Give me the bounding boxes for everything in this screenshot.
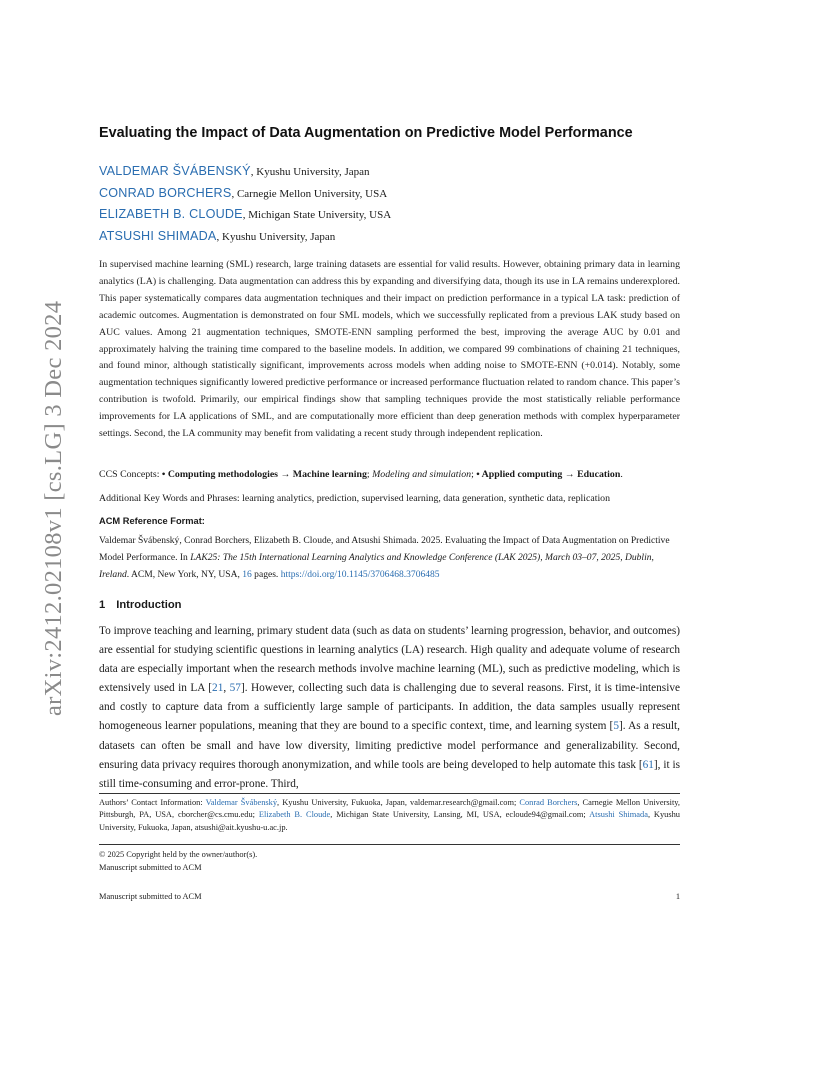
author-affiliation: , Michigan State University, USA (242, 209, 392, 222)
page-number: 1 (675, 892, 680, 901)
ccs-concept-modeling: Modeling and simulation (372, 469, 472, 480)
citation-link[interactable]: 61 (642, 758, 654, 771)
footnote-text: , Kyushu University, Fukuoka, Japan, atsushi@ait.kyushu-u.ac.jp. (99, 810, 680, 832)
footer-text: Manuscript submitted to ACM (99, 892, 202, 901)
body-text: ]. As a result, datasets can often be small and have low diversity, limiting predictive model performance and generalizability. Second, ensuring data privacy requires thorough anonymization, and while tools are being developed to help automate this task [ (99, 720, 680, 771)
ccs-concepts (99, 467, 699, 483)
manuscript-note: Manuscript submitted to ACM (99, 863, 202, 872)
section-heading (99, 599, 181, 611)
keywords: Additional Key Words and Phrases: learning analytics, prediction, supervised learning, data generation, synthetic data, replication (99, 493, 611, 504)
author-entry (99, 226, 699, 248)
author-name[interactable]: ELIZABETH B. CLOUDE (99, 207, 243, 222)
citation-link[interactable]: 21 (212, 682, 224, 695)
ccs-separator: ; (471, 469, 477, 480)
author-name[interactable]: ATSUSHI SHIMADA (99, 229, 217, 244)
author-entry (99, 161, 699, 183)
body-text: ], it is still time-consuming and error-prone. Third, (99, 758, 680, 790)
ccs-concept-education: • Applied computing → Education (476, 469, 621, 480)
author-contact-footnote (99, 797, 680, 834)
abstract: In supervised machine learning (SML) research, large training datasets are essential for valid results. However, obtaining primary data in learning analytics (LA) is challenging. Data augmentation can address this by expanding and diversifying data, though its use in LA remains underexplored. This paper systematically compares data augmentation techniques and their impact on prediction performance in a typical LA task: prediction of academic outcomes. Augmentation is demonstrated on four SML models, which we successfully replicated from a previous LAK study based on AUC values. Among 21 augmentation techniques, SMOTE-ENN sampling performed the best, improving the average AUC by 0.01 and approximately halving the training time compared to the baseline models. In addition, we compared 99 combinations of chaining 21 techniques, and found minor, although statistically significant, improvements across models when adding noise to SMOTE-ENN (+0.014). Notably, some augmentation techniques significantly lowered predictive performance or increased performance fluctuation related to random chance. This paper’s contribution is twofold. Primarily, our empirical findings show that sampling techniques provide the most statistically reliable performance improvements for LA applications of SML, and are computationally more efficient than deep generation methods with complex hyperparameter settings. Second, the LA community may benefit from validating a recent study through independent replication. (99, 259, 680, 440)
author-entry (99, 204, 699, 226)
citation-link[interactable]: 5 (613, 720, 619, 733)
page-count-link[interactable]: 16 (242, 569, 252, 580)
copyright-divider (99, 844, 680, 845)
acm-reference-text: Valdemar Švábenský, Conrad Borchers, Elizabeth B. Cloude, and Atsushi Shimada. 2025. Evaluating the Impact of Data Augmentation on Predictive Model Performance. In (99, 535, 670, 563)
author-list (99, 161, 699, 248)
paper-title: Evaluating the Impact of Data Augmentation on Predictive Model Performance (99, 125, 633, 141)
introduction-paragraph (99, 622, 680, 794)
body-text: ]. However, collecting such data is challenging due to several reasons. First, it is time-intensive and costly to capture data from a sufficiently large sample of participants. In addition, the data samples usually represent homogeneous learner populations, meaning that they are bound to a specific context, time, and learning system [ (99, 682, 681, 733)
section-number: 1 (99, 599, 106, 611)
author-link[interactable]: Conrad Borchers (519, 798, 578, 807)
footnote-text: Authors’ Contact Information: (99, 798, 206, 807)
acm-reference-text: . ACM, New York, NY, USA, (126, 569, 243, 580)
ccs-separator: ; (366, 469, 373, 480)
footnote-divider (99, 793, 680, 794)
ccs-end: . (620, 469, 623, 480)
footnote-text: , Michigan State University, Lansing, MI, USA, ecloude94@gmail.com; (330, 810, 590, 820)
arxiv-stamp[interactable]: arXiv:2412.02108v1 [cs.LG] 3 Dec 2024 (40, 300, 67, 716)
author-name[interactable]: VALDEMAR ŠVÁBENSKÝ (99, 164, 251, 178)
author-link[interactable]: Atsushi Shimada (589, 810, 648, 820)
copyright-block (99, 848, 257, 874)
copyright-line: © 2025 Copyright held by the owner/author(s). (99, 850, 258, 859)
author-link[interactable]: Valdemar Švábenský (205, 798, 278, 807)
author-affiliation: , Kyushu University, Japan (250, 166, 370, 178)
body-text: To improve teaching and learning, primary student data (such as data on students’ learning progression, behavior, and outcomes) are essential for studying scientific questions in learning analytics (LA) research. High quality and adequate volume of research data are especially important when the research methods involve machine learning (ML), such as predictive modeling, which is extensively used in LA [ (99, 625, 680, 695)
author-affiliation: , Carnegie Mellon University, USA (231, 187, 388, 200)
section-title: Introduction (116, 599, 182, 611)
acm-reference-heading: ACM Reference Format: (99, 516, 205, 526)
author-entry (99, 183, 699, 205)
acm-reference-venue: LAK25: The 15th International Learning Analytics and Knowledge Conference (LAK 2025), March 03–07, 2025, Dublin, Ireland (99, 552, 654, 580)
body-text: , (223, 682, 230, 695)
ccs-label: CCS Concepts: (99, 469, 162, 480)
author-affiliation: , Kyushu University, Japan (216, 231, 336, 244)
doi-link[interactable]: https://doi.org/10.1145/3706468.3706485 (280, 569, 440, 580)
author-name[interactable]: CONRAD BORCHERS (99, 185, 232, 200)
acm-reference-text: pages. (251, 569, 281, 580)
author-link[interactable]: Elizabeth B. Cloude (258, 810, 331, 820)
footnote-text: , Carnegie Mellon University, Pittsburgh, PA, USA, cborcher@cs.cmu.edu; (99, 798, 681, 820)
ccs-concept-ml: • Computing methodologies → Machine learning (161, 469, 367, 480)
citation-link[interactable]: 57 (229, 682, 241, 695)
footnote-text: , Kyushu University, Fukuoka, Japan, valdemar.research@gmail.com; (277, 798, 520, 807)
acm-reference (99, 532, 680, 583)
